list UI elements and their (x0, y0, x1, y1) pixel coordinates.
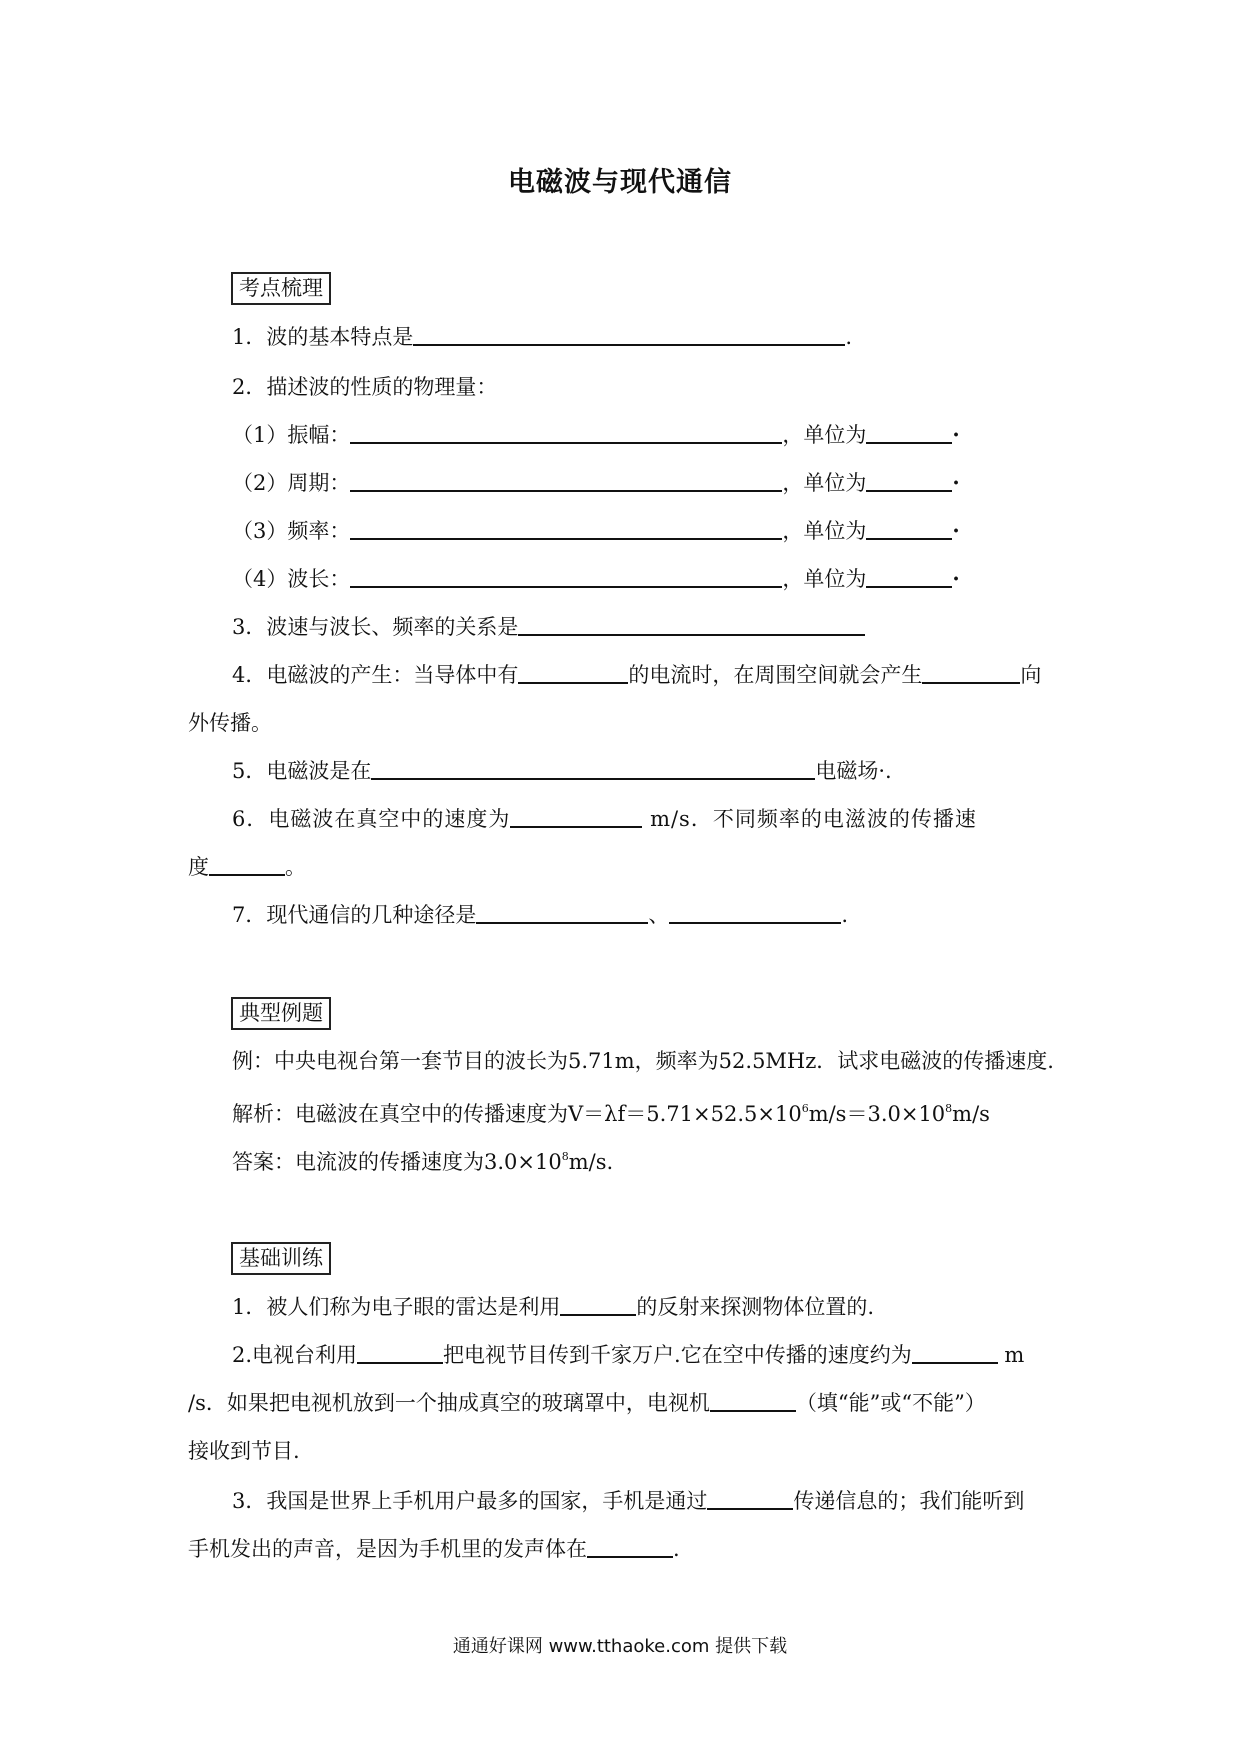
answer-blank (476, 900, 648, 924)
exponent: 6 (801, 1102, 809, 1115)
unit-label: ，单位为 (782, 423, 867, 447)
kd-item-4 (232, 660, 1041, 690)
kd-item-4-cont (188, 708, 272, 738)
wavelength-label: （4）波长： (232, 567, 351, 591)
footer-credit: 通通好课网 www.tthaoke.com 提供下载 (452, 1636, 788, 1657)
jc-item-1 (232, 1292, 874, 1322)
answer-blank (866, 420, 952, 444)
section-heading-basic-training: 基础训练 (231, 1242, 331, 1275)
answer-blank (518, 660, 628, 684)
jc-item-3 (232, 1486, 1024, 1516)
answer-blank (209, 852, 285, 876)
answer-blank (413, 322, 845, 346)
kd-item-6 (232, 804, 977, 834)
example-answer (232, 1142, 613, 1177)
example-analysis-a: 解析：电磁波在真空中的传播速度为V＝λf＝5.71×52.5×10 (232, 1102, 802, 1126)
unit-label: ，单位为 (782, 519, 867, 543)
kd-item-1-end: . (845, 325, 853, 349)
answer-blank (518, 612, 865, 636)
answer-blank (587, 1534, 673, 1558)
kd-item-7-text-c: . (841, 903, 849, 927)
kd-item-4-text-d: 外传播。 (188, 711, 272, 735)
end-dot: · (952, 566, 960, 591)
answer-blank (357, 1340, 443, 1364)
kd-item-5 (232, 756, 892, 786)
kd-item-4-text-b: 的电流时，在周围空间就会产生 (628, 663, 923, 687)
jc-item-1-b: 的反射来探测物体位置的. (636, 1295, 875, 1319)
kd-item-5-text-b: 电磁场·. (815, 759, 892, 783)
kd-item-7-text-a: 7．现代通信的几种途径是 (232, 903, 477, 927)
jc-item-3-cont (188, 1534, 680, 1564)
kd-item-6-text-c: 度 (188, 855, 209, 879)
answer-blank (866, 468, 952, 492)
end-dot: · (952, 470, 960, 495)
unit-label: ，单位为 (782, 471, 867, 495)
example-answer-b: m/s. (568, 1150, 614, 1174)
kd-item-7 (232, 900, 848, 930)
unit-label: ，单位为 (782, 567, 867, 591)
jc-item-3-a: 3．我国是世界上手机用户最多的国家，手机是通过 (232, 1489, 708, 1513)
answer-blank (371, 756, 815, 780)
example-analysis (232, 1094, 990, 1129)
kd-item-2-4 (232, 564, 960, 594)
answer-blank (350, 468, 782, 492)
jc-item-2-e: （填“能”或“不能”） (795, 1391, 986, 1415)
answer-blank (350, 564, 782, 588)
jc-item-2-c: m (1004, 1343, 1025, 1367)
example-answer-a: 答案：电流波的传播速度为3.0×10 (232, 1150, 562, 1174)
page-title: 电磁波与现代通信 (508, 167, 732, 198)
jc-item-2 (232, 1340, 1024, 1370)
example-analysis-b: m/s＝3.0×10 (808, 1102, 946, 1126)
jc-item-2-cont2 (188, 1436, 300, 1466)
jc-item-2-a: 2.电视台利用 (232, 1343, 358, 1367)
kd-item-6-text-d: 。 (285, 855, 306, 879)
jc-item-2-b: 把电视节目传到千家万户.它在空中传播的速度约为 (443, 1343, 912, 1367)
amplitude-label: （1）振幅： (232, 423, 351, 447)
kd-item-2-3 (232, 516, 960, 546)
end-dot: · (952, 518, 960, 543)
kd-item-5-text-a: 5．电磁波是在 (232, 759, 372, 783)
kd-item-2-2 (232, 468, 960, 498)
exponent: 8 (945, 1102, 953, 1115)
kd-item-2-1 (232, 420, 960, 450)
kd-item-6-text-a: 6．电磁波在真空中的速度为 (232, 807, 511, 831)
kd-item-2-text: 2．描述波的性质的物理量： (232, 375, 498, 399)
answer-blank (350, 516, 782, 540)
end-dot: · (952, 422, 960, 447)
answer-blank (350, 420, 782, 444)
jc-item-2-f: 接收到节目. (188, 1439, 300, 1463)
kd-item-4-text-c: 向 (1020, 663, 1042, 687)
jc-item-2-d: /s．如果把电视机放到一个抽成真空的玻璃罩中，电视机 (188, 1391, 710, 1415)
kd-item-4-text-a: 4．电磁波的产生：当导体中有 (232, 663, 519, 687)
answer-blank (669, 900, 841, 924)
answer-blank (912, 1340, 998, 1364)
kd-item-6-text-b: m/s．不同频率的电滋波的传播速 (650, 807, 977, 831)
example-question (232, 1046, 1054, 1076)
jc-item-1-a: 1．被人们称为电子眼的雷达是利用 (232, 1295, 561, 1319)
kd-item-3-text: 3．波速与波长、频率的关系是 (232, 615, 519, 639)
answer-blank (560, 1292, 636, 1316)
answer-blank (510, 804, 642, 828)
example-question-text: 例：中央电视台第一套节目的波长为5.71m，频率为52.5MHz．试求电磁波的传播速度. (232, 1049, 1054, 1073)
kd-item-1-text: 1．波的基本特点是 (232, 325, 414, 349)
jc-item-3-b: 传递信息的；我们能听到 (793, 1489, 1025, 1513)
kd-item-3 (232, 612, 865, 642)
jc-item-3-d: . (673, 1537, 680, 1561)
kd-item-7-text-b: 、 (648, 903, 670, 927)
period-label: （2）周期： (232, 471, 351, 495)
answer-blank (707, 1486, 793, 1510)
kd-item-1 (232, 322, 852, 352)
answer-blank (866, 564, 952, 588)
section-heading-kaodian: 考点梳理 (231, 272, 331, 305)
kd-item-6-cont (188, 852, 306, 882)
jc-item-3-c: 手机发出的声音，是因为手机里的发声体在 (188, 1537, 587, 1561)
exponent: 8 (561, 1150, 569, 1163)
example-analysis-c: m/s (952, 1102, 990, 1126)
answer-blank (866, 516, 952, 540)
jc-item-2-cont (188, 1388, 986, 1418)
kd-item-2 (232, 372, 497, 402)
answer-blank (922, 660, 1020, 684)
answer-blank (710, 1388, 796, 1412)
section-heading-example: 典型例题 (231, 997, 331, 1030)
frequency-label: （3）频率： (232, 519, 351, 543)
